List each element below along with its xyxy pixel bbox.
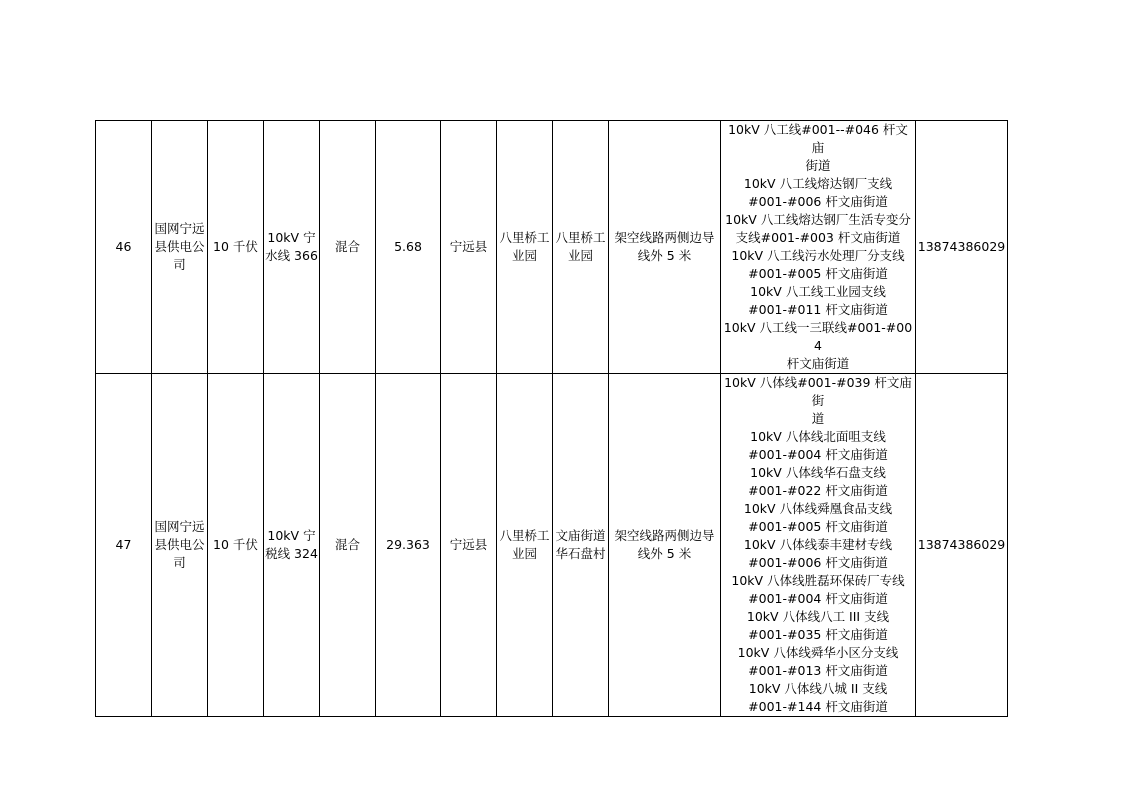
length-cell: 29.363 <box>376 374 441 717</box>
line-sections-cell <box>721 121 916 374</box>
line-type-cell: 混合 <box>320 121 376 374</box>
line-section-text: 10kV 八体线华石盘支线 <box>750 465 886 480</box>
row-number: 47 <box>96 374 152 717</box>
company-cell: 国网宁远县供电公司 <box>152 121 208 374</box>
town-cell: 八里桥工业园 <box>497 374 553 717</box>
line-section-text: 10kV 八工线熔达钢厂生活专变分 <box>725 212 911 227</box>
county-cell: 宁远县 <box>441 374 497 717</box>
line-section-text: 10kV 八工线一三联线#001-#004 <box>723 320 913 353</box>
line-section-text: 10kV 八工线污水处理厂分支线 <box>731 248 905 263</box>
line-section-text: 10kV 八体线舜凰食品支线 <box>743 501 893 516</box>
line-section-text: 杆文庙街道 <box>786 356 850 371</box>
table-row <box>96 374 1008 717</box>
town-cell: 八里桥工业园 <box>497 121 553 374</box>
line-section-text: #001-#006 杆文庙街道 <box>748 555 888 570</box>
power-line-table <box>95 120 1008 717</box>
county-cell: 宁远县 <box>441 121 497 374</box>
line-section-text: 街道 <box>805 158 831 173</box>
line-section-text: 道 <box>811 411 825 426</box>
line-section-text: 10kV 八体线#001-#039 杆文庙街 <box>724 375 912 408</box>
line-section-text: #001-#011 杆文庙街道 <box>748 302 888 317</box>
voltage-cell: 10 千伏 <box>208 374 264 717</box>
line-section-text: #001-#004 杆文庙街道 <box>748 447 888 462</box>
line-section-text: 支线#001-#003 杆文庙街道 <box>735 230 901 245</box>
line-name-cell: 10kV 宁税线 324 <box>264 374 320 717</box>
line-section-text: #001-#004 杆文庙街道 <box>748 591 888 606</box>
line-name-cell: 10kV 宁水线 366 <box>264 121 320 374</box>
line-section-text: 10kV 八体线北面咀支线 <box>750 429 886 444</box>
line-section-text: 10kV 八体线八工 III 支线 <box>746 609 890 624</box>
table-row <box>96 121 1008 374</box>
protection-range-cell: 架空线路两侧边导线外 5 米 <box>609 374 721 717</box>
line-section-text: #001-#005 杆文庙街道 <box>748 519 888 534</box>
contact-phone-cell: 13874386029 <box>916 374 1008 717</box>
line-section-text: #001-#006 杆文庙街道 <box>748 194 888 209</box>
protection-range-cell: 架空线路两侧边导线外 5 米 <box>609 121 721 374</box>
line-section-text: #001-#144 杆文庙街道 <box>748 699 888 714</box>
line-type-cell: 混合 <box>320 374 376 717</box>
contact-phone-cell: 13874386029 <box>916 121 1008 374</box>
line-section-text: 10kV 八体线舜华小区分支线 <box>737 645 899 660</box>
line-section-text: 10kV 八体线八城 II 支线 <box>748 681 888 696</box>
line-section-text: #001-#035 杆文庙街道 <box>748 627 888 642</box>
line-section-text: #001-#013 杆文庙街道 <box>748 663 888 678</box>
village-cell: 八里桥工业园 <box>553 121 609 374</box>
line-section-text: 10kV 八工线#001--#046 杆文庙 <box>728 122 908 155</box>
line-section-text: #001-#022 杆文庙街道 <box>748 483 888 498</box>
line-section-text: 10kV 八体线泰丰建材专线 <box>743 537 893 552</box>
line-section-text: 10kV 八工线熔达钢厂支线 <box>743 176 893 191</box>
length-cell: 5.68 <box>376 121 441 374</box>
line-section-text: 10kV 八工线工业园支线 <box>750 284 886 299</box>
voltage-cell: 10 千伏 <box>208 121 264 374</box>
row-number: 46 <box>96 121 152 374</box>
line-section-text: 10kV 八体线胜磊环保砖厂专线 <box>731 573 905 588</box>
line-sections-cell <box>721 374 916 717</box>
line-section-text: #001-#005 杆文庙街道 <box>748 266 888 281</box>
company-cell: 国网宁远县供电公司 <box>152 374 208 717</box>
village-cell: 文庙街道华石盘村 <box>553 374 609 717</box>
